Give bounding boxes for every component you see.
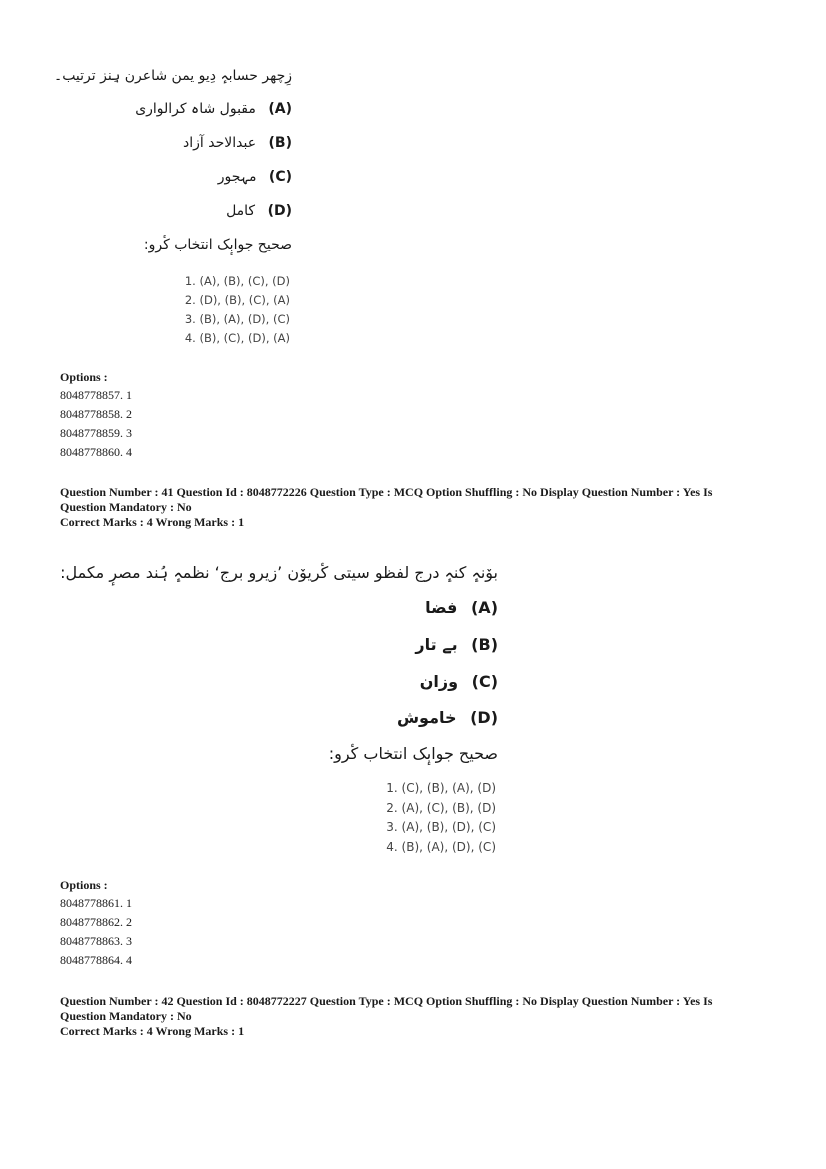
question-meta-line: Question Number : 41 Question Id : 8048772226 Question Type : MCQ Option Shuffling : No Display Question Number : Yes Is [60,485,713,499]
option-label: (D) [267,203,292,219]
question-meta-line: Question Mandatory : No [60,1009,192,1023]
option-a [135,101,292,117]
option-id: 8048778859. 3 [60,426,132,440]
option-id: 8048778862. 2 [60,915,132,929]
question-meta [60,485,712,530]
answer-choice: (A) ,(C) ,(B) ,(D) .2 [184,293,290,307]
option-label: (A) [470,598,498,617]
answer-choices [386,779,496,857]
option-id: 8048778861. 1 [60,896,132,910]
option-text: مقبول شاہ کرالواری [135,101,256,117]
option-label: (A) [268,101,292,117]
option-label: (C) [268,169,292,185]
options-heading: Options : [60,878,108,892]
question-stem: زِچھر حسابہٕ دِیو یمن شاعرن ہِنز ترتیب۔ [53,68,292,84]
question-meta-line: Correct Marks : 4 Wrong Marks : 1 [60,1024,245,1038]
option-id: 8048778863. 3 [60,934,132,948]
option-text: عبدالاحد آزاد [183,135,257,151]
question-stem: بوٚنہٕ کنہٕ درج لفظو سیتی کٔریوٚن ’زیرو برج‘ نظمہٕ ہُند مصرٕ مکمل: [60,563,498,582]
answer-choice: (D) ,(A) ,(B) ,(C) .1 [386,781,496,795]
option-d [226,203,292,219]
answer-choice: (A) ,(D) ,(C) ,(B) .4 [184,331,290,345]
option-id: 8048778858. 2 [60,407,132,421]
option-text: وزان [419,672,459,691]
question-meta-line: Correct Marks : 4 Wrong Marks : 1 [60,515,245,529]
question-42-meta [60,994,712,1039]
option-text: خاموش [396,708,457,727]
option-label: (C) [471,672,498,691]
option-id-list [60,894,132,970]
instruction: صحیح جوابٕک انتخاب کٔرو: [143,237,292,253]
question-meta-line: Question Number : 42 Question Id : 8048772227 Question Type : MCQ Option Shuffling : No Display Question Number : Yes Is [60,994,713,1008]
option-label: (D) [470,708,498,727]
answer-choice: (C) ,(D) ,(A) ,(B) .3 [184,312,290,326]
question-meta-line: Question Mandatory : No [60,500,192,514]
option-id: 8048778857. 1 [60,388,132,402]
answer-choice: (D) ,(C) ,(B) ,(A) .1 [184,274,290,288]
option-c [218,169,292,185]
answer-choice: (D) ,(B) ,(C) ,(A) .2 [386,800,496,815]
option-text: مہجور [217,169,257,185]
option-b [183,135,292,151]
option-label: (B) [471,635,498,654]
option-id: 8048778864. 4 [60,953,132,967]
option-text: بے تار [415,635,458,654]
answer-choice: (C) ,(D) ,(A) ,(B) .4 [386,839,496,854]
option-label: (B) [268,135,292,151]
option-text: کامل [226,203,256,219]
option-id-list [60,386,132,462]
option-text: فضا [425,598,458,617]
options-heading: Options : [60,370,108,384]
option-b [415,635,498,654]
option-a [425,598,498,617]
instruction: صحیح جوابٕک انتخاب کٔرو: [328,744,498,763]
answer-choice: (C) ,(D) ,(B) ,(A) .3 [386,820,496,834]
option-id: 8048778860. 4 [60,445,132,459]
answer-choices [185,272,290,348]
option-c [420,672,498,691]
option-d [397,708,498,727]
